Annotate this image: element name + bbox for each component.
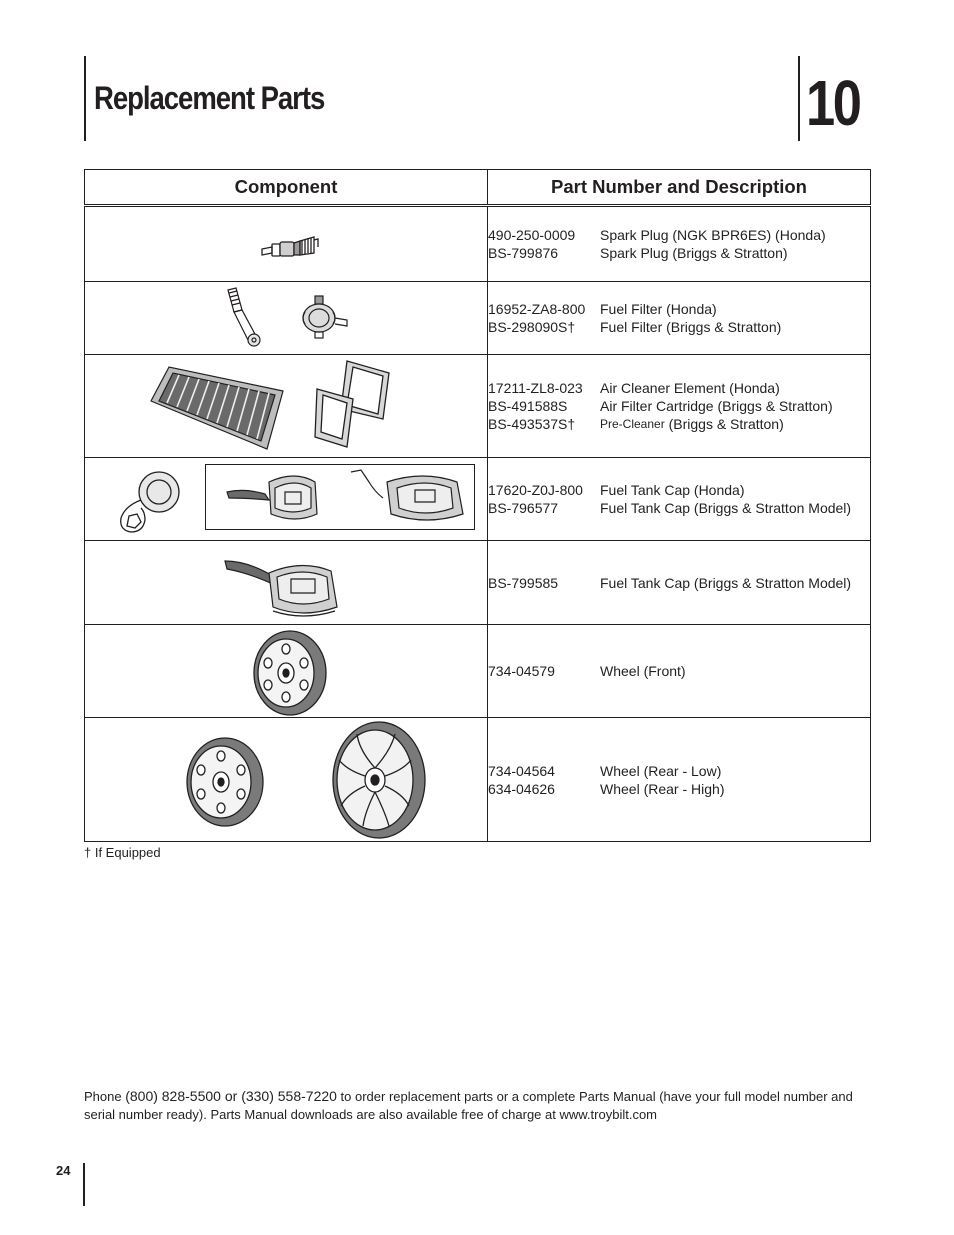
header-left-rule (84, 56, 86, 141)
part-description: Wheel (Rear - Low) (600, 762, 722, 779)
description-cell (488, 541, 871, 625)
air-filter-icon (313, 359, 393, 451)
column-header-part-number: Part Number and Description (488, 170, 871, 206)
component-cell (85, 282, 488, 355)
description-cell (488, 355, 871, 458)
fuel-tank-cap-icon (225, 468, 325, 526)
part-line (488, 300, 870, 318)
part-description: Spark Plug (NGK BPR6ES) (Honda) (600, 227, 826, 243)
part-number: 634-04626 (488, 780, 555, 797)
part-number: BS-298090S† (488, 319, 576, 335)
part-line (488, 226, 870, 244)
part-description-small: Pre-Cleaner (600, 417, 665, 431)
part-description: Fuel Tank Cap (Briggs & Stratton Model) (600, 500, 852, 516)
contact-or: or (220, 1088, 242, 1104)
description-cell (488, 282, 871, 355)
table-row (85, 718, 871, 842)
part-number: 734-04579 (488, 663, 555, 679)
part-number: 16952-ZA8-800 (488, 301, 586, 317)
part-number: BS-493537S† (488, 416, 576, 432)
part-number: BS-799585 (488, 574, 559, 591)
fuel-tank-cap-icon (115, 466, 185, 538)
table-row (85, 458, 871, 541)
part-line (488, 574, 870, 592)
component-cell (85, 206, 488, 282)
page-title: Replacement Parts (94, 80, 325, 116)
component-cell (85, 718, 488, 842)
part-number: 17620-Z0J-800 (488, 482, 583, 498)
part-number: 490-250-0009 (488, 227, 576, 243)
part-description: Air Filter Cartridge (Briggs & Stratton) (600, 398, 833, 414)
part-number: BS-491588S (488, 398, 568, 414)
part-description: Fuel Tank Cap (Honda) (600, 482, 745, 498)
part-description: Air Cleaner Element (Honda) (600, 380, 780, 396)
header-right-rule (798, 56, 800, 141)
component-cell (85, 355, 488, 458)
part-line (488, 415, 870, 433)
part-number: 734-04564 (488, 762, 555, 779)
component-cell (85, 458, 488, 541)
part-description: Wheel (Rear - High) (600, 780, 725, 797)
part-line (488, 379, 870, 397)
part-number: BS-796577 (488, 500, 559, 516)
fuel-filter-icon (220, 286, 270, 350)
contact-prefix: Phone (84, 1089, 126, 1104)
fuel-filter-icon (297, 294, 355, 342)
part-description: Fuel Filter (Briggs & Stratton) (600, 319, 782, 335)
description-cell (488, 206, 871, 282)
fuel-tank-cap-icon (347, 468, 471, 526)
parts-table (84, 169, 871, 842)
page-number: 24 (56, 1163, 71, 1178)
description-cell (488, 718, 871, 842)
part-line (488, 481, 870, 499)
table-row (85, 541, 871, 625)
part-line (488, 397, 870, 415)
rear-wheel-icon (183, 736, 265, 828)
contact-text: to order replacement parts or a complete Parts Manual (have your full model number and serial number ready). Parts Manual downloads are also available free of charge at www.troybilt.com (84, 1089, 853, 1122)
part-line (488, 499, 870, 517)
component-cell (85, 625, 488, 718)
table-row (85, 625, 871, 718)
part-line (488, 318, 870, 336)
component-cell (85, 541, 488, 625)
part-description: Fuel Tank Cap (Briggs & Stratton Model) (600, 574, 852, 591)
footer-rule (83, 1163, 85, 1206)
rear-wheel-icon (329, 720, 427, 840)
part-line (488, 780, 870, 798)
column-header-component: Component (85, 170, 488, 206)
table-row (85, 282, 871, 355)
description-cell (488, 625, 871, 718)
air-filter-icon (149, 361, 289, 453)
part-description: Wheel (Front) (600, 663, 686, 679)
table-row (85, 206, 871, 282)
part-description: (Briggs & Stratton) (664, 416, 784, 432)
spark-plug-icon (260, 227, 320, 261)
chapter-number: 10 (806, 67, 860, 139)
contact-info (84, 1087, 874, 1124)
part-description: Fuel Filter (Honda) (600, 301, 717, 317)
fuel-tank-cap-icon (223, 555, 343, 619)
description-cell (488, 458, 871, 541)
part-line (488, 662, 870, 680)
footnote: † If Equipped (84, 845, 161, 860)
part-line (488, 244, 870, 262)
phone-number-2: (330) 558-7220 (241, 1088, 337, 1104)
table-header-row (85, 170, 871, 206)
front-wheel-icon (250, 629, 330, 717)
part-line (488, 762, 870, 780)
part-number: 17211-ZL8-023 (488, 380, 583, 396)
part-number: BS-799876 (488, 245, 559, 261)
phone-number-1: (800) 828-5500 (125, 1088, 221, 1104)
table-row (85, 355, 871, 458)
part-description: Spark Plug (Briggs & Stratton) (600, 245, 788, 261)
